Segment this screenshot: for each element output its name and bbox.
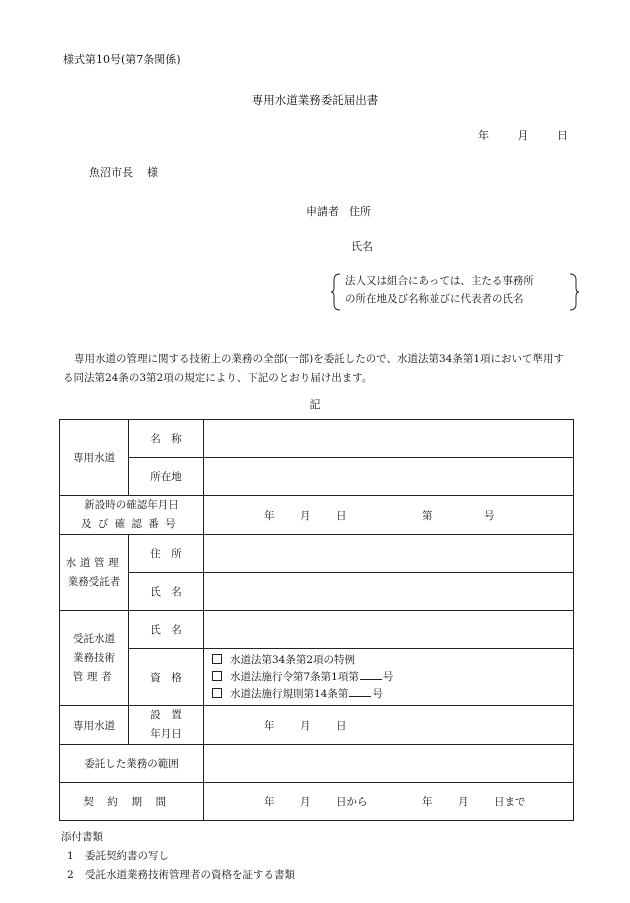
confirmation-year: 年	[264, 509, 275, 522]
number-blank[interactable]	[349, 686, 371, 697]
table-row	[60, 458, 574, 496]
installation-month: 月	[300, 719, 311, 732]
manager-label-line1: 受託水道	[73, 632, 115, 645]
confirmation-label-line2: 及び確認番号	[81, 518, 182, 530]
table-row	[60, 783, 574, 821]
installation-sub-label	[129, 706, 204, 745]
scope-label: 委託した業務の範囲	[60, 745, 204, 783]
manager-name-field[interactable]	[204, 611, 574, 649]
installation-sub-line2: 年月日	[150, 728, 182, 740]
number-blank[interactable]	[360, 669, 382, 680]
qualification-options	[204, 649, 574, 706]
date-year-label: 年	[478, 129, 489, 142]
applicant-address-line	[306, 203, 371, 219]
checkbox[interactable]	[212, 688, 222, 698]
water-supply-location-label: 所在地	[129, 458, 204, 496]
installation-label: 専用水道	[60, 706, 129, 745]
period-month: 月	[300, 796, 311, 808]
installation-sub-line1: 設 置	[150, 709, 182, 721]
checkbox[interactable]	[212, 671, 222, 681]
applicant-address-label: 住所	[349, 205, 371, 218]
water-supply-name-label: 名 称	[129, 420, 204, 458]
period-month2: 月	[458, 796, 469, 808]
confirmation-month: 月	[300, 509, 311, 522]
water-supply-location-field[interactable]	[204, 458, 574, 496]
applicant-note-line1: 法人又は組合にあっては、主たる事務所	[345, 275, 534, 287]
confirmation-label-line1: 新設時の確認年月日	[84, 499, 179, 511]
period-from: 日から	[336, 796, 368, 808]
period-until: 日まで	[494, 796, 526, 808]
contractor-label-line2: 業務受託者	[67, 575, 121, 588]
table-row	[60, 649, 574, 706]
contractor-label-line1: 水道管理	[65, 556, 123, 569]
contractor-name-label: 氏 名	[129, 573, 204, 611]
notification-table	[59, 419, 574, 821]
contractor-address-field[interactable]	[204, 535, 574, 573]
installation-day: 日	[336, 719, 347, 732]
contractor-label	[60, 535, 129, 611]
installation-year: 年	[264, 719, 275, 732]
water-supply-label: 専用水道	[60, 420, 129, 496]
qualification-option[interactable]: 水道法施行規則第14条第 号	[212, 686, 573, 703]
date-month-label: 月	[517, 129, 529, 142]
manager-label-line2: 業務技術	[73, 651, 115, 664]
manager-qualification-label: 資 格	[129, 649, 204, 706]
period-field[interactable]	[204, 783, 574, 821]
period-label: 契約期間	[60, 783, 204, 821]
addressee	[89, 164, 158, 180]
table-row	[60, 535, 574, 573]
installation-field[interactable]	[204, 706, 574, 745]
date-day-label: 日	[557, 129, 568, 142]
applicant-name-label: 氏名	[351, 240, 373, 253]
ki-heading: 記	[309, 398, 321, 411]
table-row	[60, 611, 574, 649]
table-row	[60, 573, 574, 611]
applicant-note-line2: の所在地及び名称並びに代表者の氏名	[345, 293, 524, 305]
checkbox[interactable]	[212, 654, 222, 664]
confirmation-label	[60, 496, 204, 535]
scope-field[interactable]	[204, 745, 574, 783]
confirmation-go: 号	[484, 509, 495, 522]
form-number: 様式第10号(第7条関係)	[63, 53, 181, 66]
confirmation-dai: 第	[422, 509, 433, 522]
body-paragraph: 専用水道の管理に関する技術上の業務の全部(一部)を委託したので、水道法第34条第1項において準用する同法第24条の3第2項の規定により、下記のとおり届け出ます。	[63, 353, 565, 384]
manager-label	[60, 611, 129, 706]
manager-name-label: 氏 名	[129, 611, 204, 649]
document-title: 専用水道業務委託届出書	[251, 93, 379, 107]
table-row	[60, 496, 574, 535]
applicant-note	[331, 272, 579, 312]
addressee-honorific: 様	[147, 166, 158, 179]
attachment-item: 1 委託契約書の写し	[67, 850, 169, 862]
applicant-label: 申請者	[306, 205, 339, 218]
contractor-name-field[interactable]	[204, 573, 574, 611]
attachments-title: 添付書類	[61, 831, 103, 843]
attachments	[61, 828, 295, 885]
submission-date	[478, 127, 568, 143]
confirmation-field[interactable]	[204, 496, 574, 535]
addressee-name: 魚沼市長	[89, 166, 133, 179]
attachment-item: 2 受託水道業務技術管理者の資格を証する書類	[67, 869, 295, 881]
manager-label-line3: 管理者	[72, 670, 116, 683]
table-row	[60, 706, 574, 745]
water-supply-name-field[interactable]	[204, 420, 574, 458]
period-year2: 年	[422, 796, 433, 808]
qualification-option[interactable]: 水道法第34条第2項の特例	[212, 652, 573, 669]
contractor-address-label: 住 所	[129, 535, 204, 573]
table-row	[60, 420, 574, 458]
table-row	[60, 745, 574, 783]
qualification-option[interactable]: 水道法施行令第7条第1項第 号	[212, 669, 573, 686]
confirmation-day: 日	[336, 509, 347, 522]
period-year: 年	[264, 796, 275, 808]
